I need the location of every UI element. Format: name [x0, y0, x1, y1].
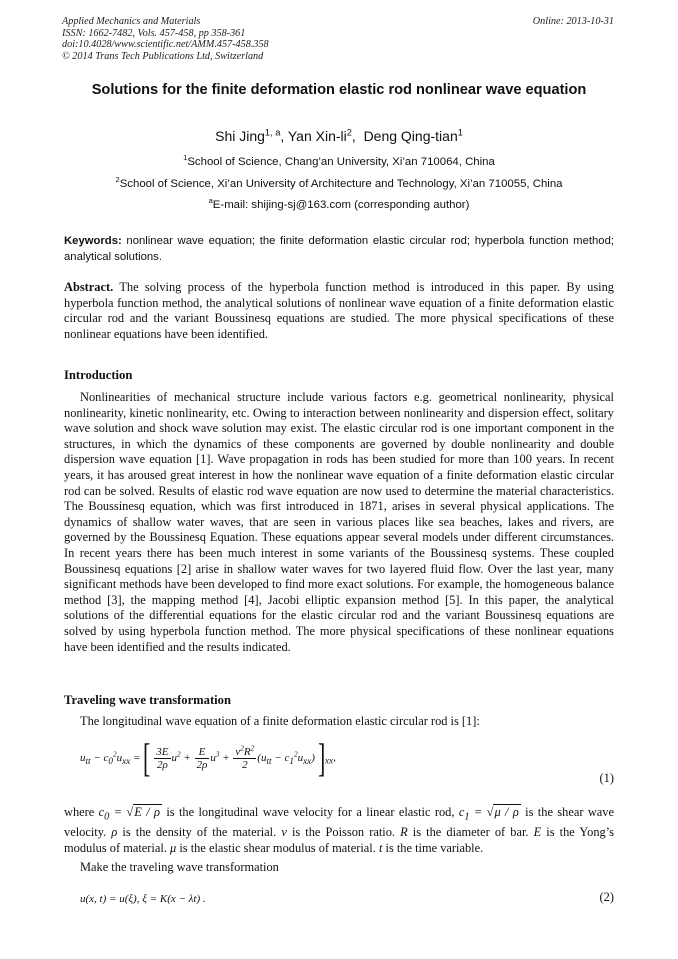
section-heading-introduction: Introduction: [64, 368, 133, 382]
abstract: [64, 280, 614, 342]
abstract-text: The solving process of the hyperbola function method is introduced in this paper. By using hyperbola function method, the analytical solutions of nonlinear wave equation of a finite deformation elastic circular rod and the variant Boussinesq equations are studied. The more physical specifications of these nonlinear equations have been identified.: [64, 280, 615, 341]
definition-text: is the time variable.: [385, 840, 484, 855]
definition-text: is the Yong’s modulus of material.: [64, 825, 614, 855]
affiliation-text: School of Science, Chang’an University, Xi’an 710064, China: [187, 156, 495, 168]
definition-text: is the longitudinal wave velocity for a linear elastic rod,: [166, 805, 455, 819]
copyright-line: © 2014 Trans Tech Publications Ltd, Switzerland: [62, 50, 264, 62]
affiliation-superscript: 2: [115, 175, 120, 185]
definition-text: is the shear wave velocity.: [64, 805, 614, 840]
affiliation-1: [40, 153, 638, 168]
equation-1: $u_{tt} - c_0^2u_{xx}$ = [ $\frac{3E}{2\rho}$ $u^2$ + $\frac{E}{2\rho}$ $u^3$ + $\frac{\nu^2R^2}{2}$ $(u_{tt} - c_1^2u_{xx})$ ]$_{xx}$,: [80, 735, 336, 780]
paper-title: Solutions for the finite deformation elastic rod nonlinear wave equation: [91, 82, 587, 98]
online-date: Online: 2013-10-31: [532, 16, 614, 27]
transformation-text: Make the traveling wave transformation: [80, 860, 279, 874]
doi-line[interactable]: doi:10.4028/www.scientific.net/AMM.457-458.358: [62, 39, 269, 51]
affiliation-superscript: a: [208, 196, 213, 206]
introduction-paragraph: Nonlinearities of mechanical structure include various factors e.g. geometrical nonlinearity, physical nonlinearity, kinetic nonlinearity, etc. Owing to interaction between nonlinearity and dispersion effect, solitary wave solution and shock wave solution may exist. The elastic circular rod is one important component in the structures, in which the dynamics of these components are governed by double nonlinearity and double dispersion wave equation [1]. Wave propagation in rods has been studied for more than 100 years. In recent years, it has aroused great interest in how the nonlinear wave equation of a finite deformation elastic circular rod can be solved. Results of elastic rod wave equation are now used to determine the material characteristics. The Boussinesq equation, which was first introduced in 1871, arises in several physical applications. The dynamics of shallow water waves, that are seen in various places like sea beaches, lakes and rivers, are governed by the Boussinesq Equation. These equations appear several models under different circumstances. In recent years there has been much interest in some variants of the Boussinesq systems. These coupled Boussinesq equations [2] arise in shallow water waves for two layered fluid flow. Over the last year, many significant methods have been developed to find more exact solutions. For example, the homogeneous balance method [3], the mapping method [4], Jacobi elliptic expansion method [5]. In this paper, the analytical solutions of the differential equations for the elastic circular rod and the variant Boussinesq equations are solved by using hyperbola function method. The more physical specifications of these nonlinear equations have been identified and the results indicated.: [64, 390, 614, 654]
equation-intro-text: The longitudinal wave equation of a finite deformation elastic circular rod is [1]:: [80, 714, 480, 728]
definition-text: is the density of the material.: [122, 825, 277, 840]
definition-text: is the Poisson ratio.: [291, 825, 395, 840]
journal-name: Applied Mechanics and Materials: [62, 16, 201, 27]
affiliation-superscript: 1: [183, 153, 188, 163]
section-heading-traveling-wave: Traveling wave transformation: [64, 693, 231, 707]
keywords: [64, 234, 614, 265]
abstract-label: Abstract.: [64, 280, 114, 294]
author-superscript: 2: [346, 127, 352, 138]
variable-definitions: where $c_0 = √E / \rho$ is the longitudinal wave velocity for a linear elastic rod, $c_1 = √\mu / \rho$ is the shear wave velocity. ρ is the density of the material. ν is the Poisson ratio. R is the diameter of bar. E is the Yong’s modulus of material. μ is the elastic shear modulus of material. t is the time variable.: [64, 805, 614, 855]
affiliation-2: [40, 175, 638, 190]
keywords-label: Keywords:: [64, 235, 122, 247]
keywords-text: nonlinear wave equation; the finite deformation elastic circular rod; hyperbola function method; analytical solutions.: [64, 235, 614, 263]
equation-2: u(x, t) = u(ξ), ξ = K(x − λt) .: [80, 893, 206, 905]
author-name: Yan Xin-li: [287, 128, 347, 144]
author-superscript: 1, a: [264, 127, 281, 138]
author-name: Deng Qing-tian: [363, 128, 458, 144]
equation-2-number: (2): [599, 890, 614, 904]
author-list: Shi Jing$^{1, a}$, Yan Xin-$li^2$, Deng Qing-tian$^1$: [215, 127, 463, 144]
definition-text: is the elastic shear modulus of material.: [179, 840, 376, 855]
equation-1-number: (1): [599, 771, 614, 785]
issn-line: ISSN: 1662-7482, Vols. 457-458, pp 358-361: [62, 27, 246, 39]
author-superscript: 1: [457, 127, 463, 138]
author-name: Shi Jing: [215, 128, 265, 144]
email-text[interactable]: E-mail: shijing-sj@163.com (corresponding author): [212, 199, 470, 211]
corresponding-email: [40, 196, 638, 211]
affiliation-text: School of Science, Xi’an University of Architecture and Technology, Xi’an 710055, China: [119, 178, 563, 190]
definition-text: where: [64, 805, 95, 819]
definition-text: is the diameter of bar.: [412, 825, 529, 840]
journal-header: [62, 16, 614, 62]
